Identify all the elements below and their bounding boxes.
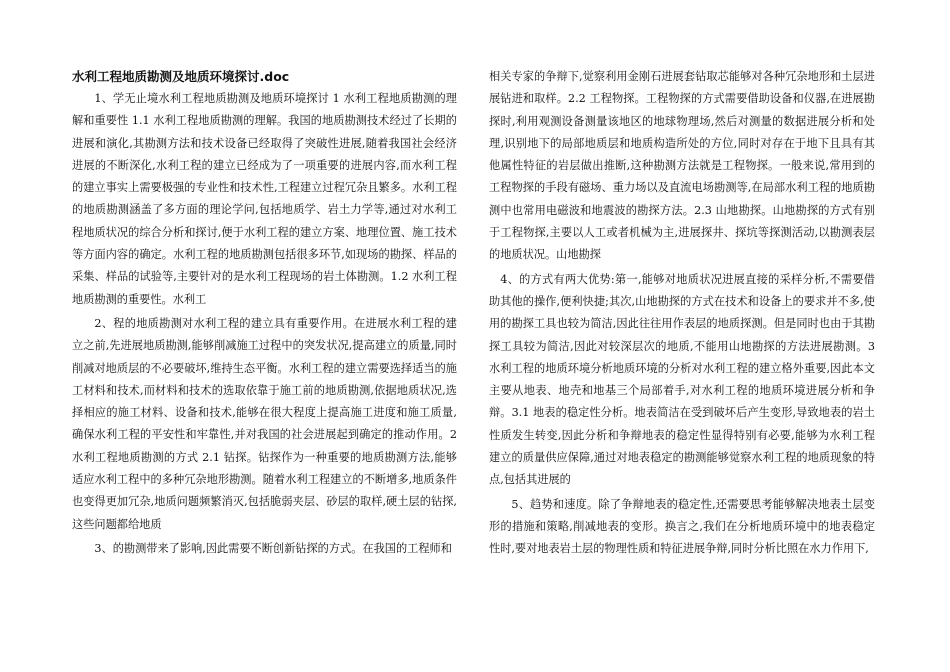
paragraph-2: 2、程的地质勘测对水利工程的建立具有重要作用。在进展水利工程的建立之前,先进展地质勘测,能够削减施工过程中的突发状况,提高建立的质量,同时削减对地质层的不必要破坏,维持生态平衡。水利工程的建立需要选择适当的施工材料和技术,而材料和技术的选取依靠于施工前的地质勘测,依据地质状况,选择相应的施工材料、设备和技术,能够在很大程度上提高施工进度和施工质量,确保水利工程的平安性和牢靠性,并对我国的社会进展起到确定的推动作用。2 水利工程地质勘测的方式 2.1 钻探。钻探作为一种重要的地质勘测方法,能够适应水利工程中的多种冗杂地形勘测。随着水利工程建立的不断增多,地质条件也变得更加冗杂,地质问题频繁消灭,包括脆弱夹层、砂层的取样,硬土层的钻探,这些问题都给地质 (72, 316, 457, 531)
paragraph-3-continued: 相关专家的争辩下,觉察利用金刚石进展套钻取芯能够对各种冗杂地形和土层进展钻进和取样。2.2 工程物探。工程物探的方式需要借助设备和仪器,在进展勘探时,利用观测设备测量该地区的地球物理场,然后对测量的数据进展分析和处理,识别地下的局部地质层和地质构造所处的方位,同时对存在于地下且具有其他属性特征的岩层做出推断,这种勘测方法就是工程物探。一般来说,常用到的工程物探的手段有磁场、重力场以及直流电场勘测等,在局部水利工程的地质勘测中也常用电磁波和地震波的勘探方法。2.3 山地勘探。山地勘探的方式有别于工程物探,主要以人工或者机械为主,进展探井、探坑等探测活动,以勘测表层的地质状况。山地勘探 (489, 70, 875, 262)
paragraph-4: 4、的方式有两大优势:第一,能够对地质状况进展直接的采样分析,不需要借助其他的操作,便利快捷;其次,山地勘探的方式在技术和设备上的要求并不多,使用的勘探工具也较为简洁,因此往往用作表层的地质探测。但是同时也由于其勘探工具较为简洁,因此对较深层次的地质,不能用山地勘探的方法进展勘测。3 水利工程的地质环境分析地质环境的分析对水利工程的建立格外重要,因此本文主要从地表、地壳和地基三个局部着手,对水利工程的地质环境进展分析和争辩。3.1 地表的稳定性分析。地表简洁在受到破坏后产生变形,导致地表的岩土性质发生转变,因此分析和争辩地表的稳定性显得特别有必要,能够为水利工程建立的质量供应保障,通过对地表稳定的勘测能够觉察水利工程的地质现象的特点,包括其进展的 (489, 272, 875, 487)
paragraph-5: 5、趋势和速度。除了争辩地表的稳定性,还需要思考能够解决地表土层变形的措施和策略,削减地表的变形。换言之,我们在分析地质环境中的地表稳定性时,要对地表岩土层的物理性质和特征进展争辩,同时分析比照在水力作用下, (489, 497, 875, 556)
document-title: 水利工程地质勘测及地质环境探讨.doc (72, 69, 290, 84)
right-column (489, 66, 875, 563)
paragraph-3: 3、的勘测带来了影响,因此需要不断创新钻探的方式。在我国的工程师和 (94, 541, 452, 555)
left-column (72, 66, 457, 562)
paragraph-1: 1、学无止境水利工程地质勘测及地质环境探讨 1 水利工程地质勘测的理解和重要性 1.1 水利工程地质勘测的理解。我国的地质勘测技术经过了长期的进展和演化,其勘测方法和技术设备已经取得了突破性进展,随着我国社会经济进展的不断深化,水利工程的建立已经成为了一项重要的进展内容,而水利工程的建立事实上需要极强的专业性和技术性,工程建立过程冗杂且繁多。水利工程的地质勘测涵盖了多方面的理论学问,包括地质学、岩土力学等,通过对水利工程地质状况的综合分析和探讨,便于水利工程的建立方案、地理位置、施工技术等方面内容的确定。水利工程的地质勘测包括很多环节,如现场的勘探、样品的采集、样品的试验等,主要针对的是水利工程现场的岩土体勘测。1.2 水利工程地质勘测的重要性。水利工 (72, 92, 457, 306)
